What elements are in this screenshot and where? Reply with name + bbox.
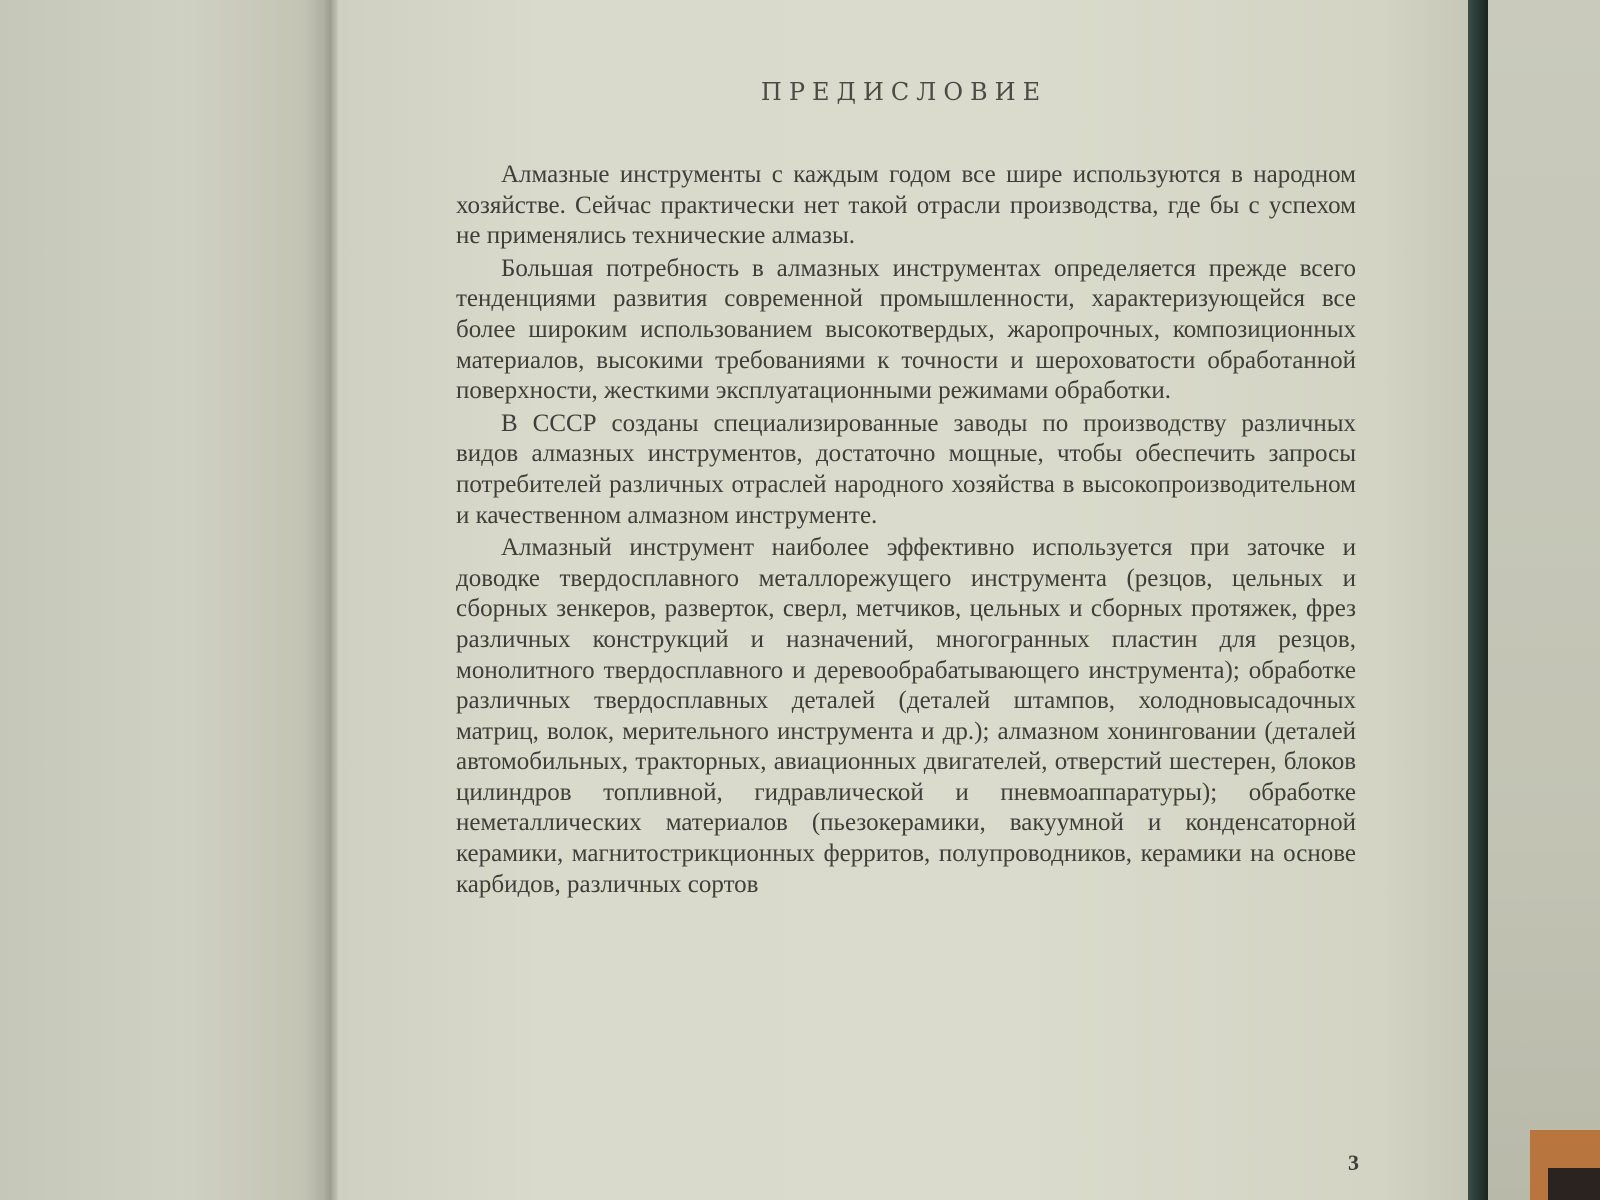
paragraph-3: В СССР созданы специализированные заводы по производству различных видов алмазных инструментов, достаточно мощные, чтобы обеспечить запросы потребителей различных отраслей народного хозяйства в высокопроизводительном и качественном алмазном инструменте. bbox=[456, 409, 1356, 529]
paragraph-1: Алмазные инструменты с каждым годом все шире используются в народном хозяйстве. Сейчас практически нет такой отрасли производства, где бы с успехом не применялись технические алмазы. bbox=[456, 161, 1356, 250]
background-surface bbox=[1488, 0, 1600, 1200]
page-title: ПРЕДИСЛОВИЕ bbox=[760, 78, 1048, 106]
paragraph-4: Алмазный инструмент наиболее эффективно используется при заточке и доводке твердосплавного металлорежущего инструмента (резцов, цельных и сборных зенкеров, разверток, сверл, метчиков, цельных и сборных протяжек, фрез различных конструкций и назначений, многогранных пластин для резцов, монолитного твердосплавного и деревообрабатывающего инструмента); обработке различных твердосплавных деталей (деталей штампов, холодновысадочных матриц, волок, мерительного инструмента и др.); алмазном хонинговании (деталей автомобильных, тракторных, авиационных двигателей, отверстий шестерен, блоков цилиндров топливной, гидравлической и пневмоаппаратуры); обработке неметаллических материалов (пьезокерамики, вакуумной и конденсаторной керамики, магнитострикционных ферритов, полупроводников, керамики на основе карбидов, различных сортов bbox=[456, 534, 1356, 898]
book-cover-edge bbox=[1468, 0, 1488, 1200]
background-object-dark bbox=[1548, 1168, 1600, 1200]
left-blank-page bbox=[0, 0, 330, 1200]
book-gutter bbox=[322, 0, 338, 1200]
paragraph-2: Большая потребность в алмазных инструментах определяется прежде всего тенденциями развития современной промышленности, характеризующейся все более широким использованием высокотвердых, жаропрочных, композиционных материалов, высокими требованиями к точности и шероховатости обработанной поверхности, жесткими эксплуатационными режимами обработки. bbox=[456, 254, 1356, 405]
body-text bbox=[456, 160, 1356, 900]
page-number: 3 bbox=[1348, 1150, 1359, 1175]
